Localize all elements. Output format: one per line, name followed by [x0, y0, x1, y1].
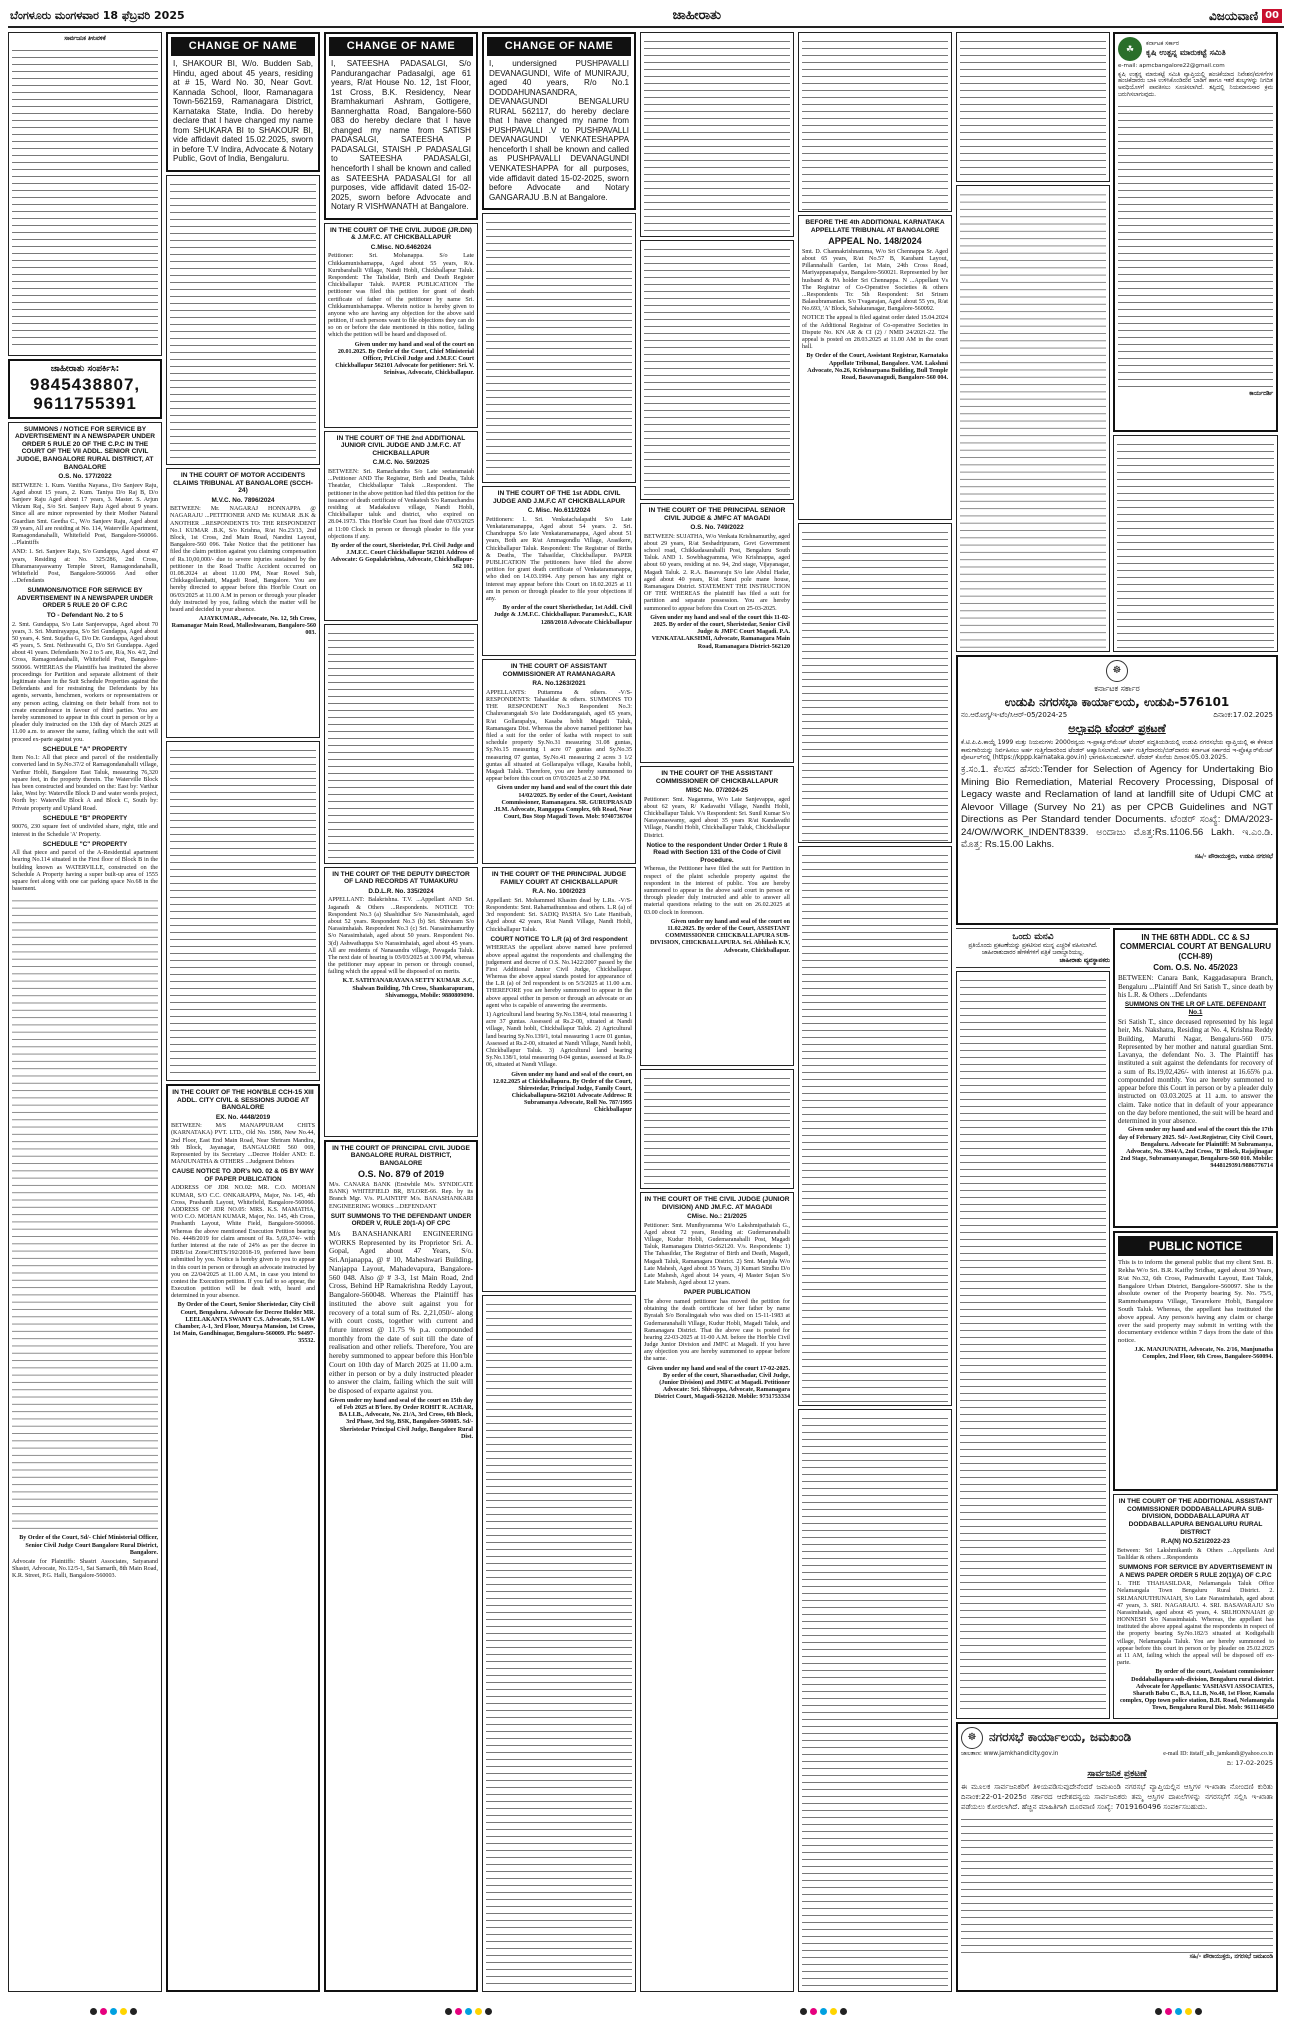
court-notice	[482, 486, 636, 656]
ad-body: Petitioner: Smt. Munibyramma W/o Lakshmipathaiah G., Aged about 72 years, Residing at: Gudemaranahalli Village, Kudur Hobli, Gudemaranahalli Post, Magadi Taluk, Ramanagara District-562120. V/s. Respondents: 1) The Tahasildar, The Registrar of Birth and Death, Magadi, Magadi Taluk, Ramanagara District. 2) Smt. Manjula W/o Late Mahesh, Aged about 35 Years, 3) Kumari Sindhu D/o Late Mahesh, Aged about 14 years, 4) Master Sujan S/o Late Mahesh, Aged about 12 years.	[644, 1222, 790, 1287]
ad-body: M/s. CANARA BANK (Erstwhile M/s. SYNDICATE BANK) WHITEFIELD BR, B'LORE-66. Rep. by its Branch Mgr. V/s. PLAINTIFF M/s. BANASHANKARI ENGINEERING WORKS ...DEFENDANT	[329, 1182, 473, 1210]
text-block	[1118, 101, 1273, 391]
ad-title: IN THE COURT OF THE DEPUTY DIRECTOR OF LAND RECORDS AT TUMAKURU	[332, 870, 470, 886]
registration-dot	[110, 2008, 117, 2015]
case-number: R.A(N) NO.521/2022-23	[1161, 1538, 1230, 1546]
ad-body: The above named petitioner has moved the petition for obtaining the death certificate of her father by name Byraiah S/o Boralingaiah who was died on 15-11-1983 at Gudemaranahalli Village, Kudur Hobli, Magadi Taluk, and Ramanagara District. That the above case is posted for hearing 22-03-2025 at 11-00 A.M. before the Hon'ble Civil Judge Junior Division and JMFC at Magadi. If you have any objection you are hereby summoned to appear before the same.	[644, 1298, 790, 1363]
municipal-title: ನಗರಸಭೆ ಕಾರ್ಯಾಲಯ, ಜಮಖಂಡಿ	[989, 1730, 1132, 1745]
family-court-notice	[482, 867, 636, 1292]
right-upper-row	[956, 32, 1278, 652]
ad-subtitle: SUMMONS/NOTICE FOR SERVICE BY ADVERTISEMENT IN A NEWSPAPER UNDER ORDER 5 RULE 20 OF C.P.C	[17, 587, 153, 610]
case-number: D.D.L.R. No. 335/2024	[368, 887, 434, 895]
ad-title: IN THE COURT OF PRINCIPAL CIVIL JUDGE BANGALORE RURAL DISTRICT, BANGALORE	[332, 1144, 470, 1167]
registration-dot	[475, 2008, 482, 2015]
ad-signature: By Order of the Court, Assistant Registrar, Karnataka Appellate Tribunal, Bangalore. V.M. Lakshmi Advocate, No.26, Krishnarpana Building, Bull Temple Road, Basavanagudi, Bangalore-560 004.	[806, 353, 948, 381]
ad-title: BEFORE THE 4th ADDITIONAL KARNATAKA APPELLATE TRIBUNAL AT BANGALORE	[805, 219, 945, 234]
kannada-court-notice	[324, 624, 478, 864]
apmc-subtitle: ಕರ್ನಾಟಕ ಸರ್ಕಾರ	[1146, 40, 1179, 47]
column-3	[324, 32, 478, 1992]
kannada-court-notice	[640, 240, 794, 500]
column-2	[166, 32, 320, 1992]
kannada-court-notice	[640, 32, 794, 237]
masthead-brand	[1209, 9, 1282, 23]
banner-signature: ಜಾಹೀರಾತು ವ್ಯವಸ್ಥಾಪಕರು	[1059, 956, 1110, 964]
kannada-court-notice	[798, 846, 952, 1406]
court-notice	[640, 1192, 794, 1992]
ad-body: BETWEEN: 1. Kum. Vanitha Nayana., D/o Sanjeev Raju, Aged about 15 years, 2. Kum. Taniya D/o Raj B, D/o Sanjeev Raju Aged about 17 years, 3. Master. S. Arjun Vikram Raj., S/o Sri. Sanjeev Raju Aged about 9 years. Since all are minor represented by their Mother Natural Guardian Smt. Geetha C., W/o Sanjeev Raju, Aged about 39 years, All are residing at No. 114, Waterville Apartment, Ramagondanahalli, Whitefield Post, Bangalore-560066. ...Plaintiffs	[12, 482, 158, 547]
text-block	[12, 45, 158, 345]
change-of-name-ad	[324, 32, 478, 220]
ad-body: Smt. D. Channakrishnamma, W/o Sri Chennappa Sr. Aged about 65 years, R/at No.57 B, Karabani Layout, Pillannahalli Garden, 1st Main, 24th Cross Road, Mariyappanapalya, Bangalore-560021. Represented by her husband & PA holder Sri Chennappa. N ...Appellant Vs The Registrar of Co-Operative Societies & others ...Respondents To: 5th Respondent: Sri Sriram Balasubramanian. S/o Tvagarajan, Aged about 55 yrs, R/at No.693, 'A' Block, Sahakaranagar, Bangalore-560092.	[802, 248, 948, 313]
ad-title: IN THE COURT OF THE ADDITIONAL ASSISTANT COMMISSIONER DODDABALLAPURA SUB-DIVISION, DODDABALLAPURA AT DODDABALLAPURA BENGALURU RURAL DISTRICT	[1118, 1498, 1273, 1536]
summons-notice	[8, 422, 162, 1992]
text-block	[802, 1413, 948, 1988]
text-block	[1117, 439, 1274, 648]
ad-body: BETWEEN: Sri. Ramachandra S/o Late seetaramaiah ...Petitioner AND The Registrar, Birth and Deaths, Taluk Theatdar, Chickballapur Taluk ...Respondent. The petitioner in the above petition had filed this petition for the issuance of death certificate of Venkatesh S/o Ramachandra residing at Madakaluvu village, Nandi Hobli, Chickballapur taluk and district, who expired on 28.04.1973. This Hon'ble Court has fixed date 07/03/2025 at 11:00 Clock in person or through pleader to file your objections if any.	[328, 469, 474, 540]
ad-signature: Given under my hand and seal of the court 17-02-2025. By order of the court, Sharasthadar, Civil Judge, (Junior Division) and JMFC at Magadi. Petitioner Advocate: Sri. Shivappa, Advocate, Ramanagara District Court, Magadi-562120. Mobile: 9731753334	[647, 1365, 790, 1401]
kannada-court-notice	[798, 523, 952, 843]
kannada-court-notice	[798, 1409, 952, 1992]
ad-body: AND: 1. Sri. Sanjeev Raju, S/o Gundappa, Aged about 47 years, Residing at: No. 325/286, 2nd Cross, Dharamarayaswamy Temple Street, Ramagondanahalli, Whitefield Post, Bangalore-560066 And other ...Defendants	[12, 549, 158, 585]
registration-dots-center-right	[800, 2008, 847, 2015]
registration-dot	[840, 2008, 847, 2015]
ad-title: IN THE COURT OF THE CIVIL JUDGE (JUNIOR DIVISION) AND JM.F.C. AT MAGADI	[644, 1196, 790, 1211]
ad-signature: By Order of the Court, Senior Sheristedar, City Civil Court, Bengaluru. Advocate for Decree Holder MR. LEELAKANTA SWAMY C.S. Advocate, SS LAW Chamber, A-1, 3rd Floor, Mourya Mansion, 1st Cross, 1st Main, Gandhinagar, Bengaluru-560009. Ph: 94497-35532.	[173, 1302, 315, 1345]
kannada-court-notice	[166, 175, 320, 465]
registration-dot	[120, 2008, 127, 2015]
ad-subtitle: Notice to the respondent Under Order 1 Rule 8 Read with Section 131 of the Code of Civil Procedure.	[646, 841, 788, 864]
ad-signature: By order of the court Sheristhedar, 1st Addl. Civil Judge & J.M.F.C. Chickballapur. Paramesh.C., KAR 1288/2018 Advocate Chickballapur	[493, 605, 632, 626]
court-notice	[482, 659, 636, 864]
tender-meta	[961, 711, 1273, 719]
case-number: EX. No. 4448/2019	[215, 1113, 271, 1121]
text-block	[328, 628, 474, 862]
ad-title: IN THE COURT OF THE 1st ADDL CIVIL JUDGE AND J.M.F.C AT CHICKBALLAPUR	[493, 490, 625, 505]
ad-body: Appellant: Sri. Mohammed Khasim dead by L.Rs. -V/S- Respondents: Smt. Rahamathunnissa and others. L.R (a) of 3rd respondent: Sri. SADIQ PASHA S/o Late Hanifsab, Aged about 42 years, R/at Nandi Village, Nandi Hobli, Chickballapur Taluk.	[486, 897, 632, 933]
tender-govt-label: ಕರ್ನಾಟಕ ಸರ್ಕಾರ	[1094, 683, 1140, 693]
ad-subtitle: CAUSE NOTICE TO JDR's NO. 02 & 05 BY WAY OF PAPER PUBLICATION	[171, 1168, 315, 1183]
ad-subtitle: COURT NOTICE TO L.R (a) of 3rd respondent	[490, 935, 628, 943]
ad-body: ADDRESS OF JDR NO.02: MR. C.O. MOHAN KUMAR, S/O C.C. ONKARAPPA, Major, No. 145, 4th Cross, Prashanth Layout, Whitefield, Bangalore-560066. ADDRESS OF JDR NO.05: MRS. K.S. MAMATHA, W/O C.O. MOHAN KUMAR, Major, No. 145, 4th Cross, Prashanth Layout, White Field, Bangalore-560066. Whereas the above mentioned Execution Petition bearing No. 4448/2019 for claim amount of Rs. 5,69,374/- with further interest at the rate of 24% as per the decree in DRB/1st Zone/CHITS/192/2018-19, preferred have been submitted by you. Notice is hereby given to you to appear in this court in person or through an advocate instructed by you on 22/04/2025 at 11.00 A.M., in case you intend to contest the Execution petition. If you fail to so appear, the Execution petition will be dealt with, heard and determined in your absence.	[171, 1185, 315, 1300]
schedule-body: 1) Agricultural land bearing Sy.No.138/4, total measuring 1 acre 37 guntas. Assessed at Rs.2-00, situated at Nandi village, Nandi hobli, Chickballapur Taluk. 2) Agricultural land bearing Sy.No.139/1, total measuring 1 acre 01 guntas, Assessed at Rs.2-00, situated at Nandi Village, Nandi hobli, Chickballapur Taluk. 3) Agricultural land bearing Sy.No.138/1, total measuring 0-04 guntas, assessed at Rs.0-06, situated at Nandi Village.	[486, 1012, 632, 1069]
apmc-title: ಕೃಷಿ ಉತ್ಪನ್ನ ಮಾರುಕಟ್ಟೆ ಸಮಿತಿ	[1146, 47, 1226, 57]
request-banner	[956, 928, 1110, 967]
apmc-email: e-mail: apmcbangalore22@gmail.com	[1118, 63, 1225, 69]
ad-body: I, SHAKOUR BI, W/o. Budden Sab, Hindu, aged about 45 years, residing at # 15, Ward No. 30, Near Govt. Kannada School, Iloor, Ramanagara Town-562159, Ramanagara District, Karnataka State, India. Do hereby declare that I have changed my name from SHUKARA BI to SHAKOUR BI, vide affidavit dated 15.02.2025, sworn in before T.V Indira, Advocate & Notary Public, Govt of India, Bengaluru.	[173, 58, 313, 164]
ad-title: CHANGE OF NAME	[487, 37, 631, 56]
court-notice	[324, 867, 478, 1137]
registration-dot	[1195, 2008, 1202, 2015]
kannada-court-notice	[1113, 435, 1278, 652]
kannada-court-notice	[166, 741, 320, 1081]
registration-dot	[485, 2008, 492, 2015]
kannada-court-notice	[482, 213, 636, 483]
schedule-body: All that piece and parcel of the A-Residential apartment bearing No.114 situated in the First floor of Block B in the building known as WATERVILLE, constructed on the Schedule A Property having a super built-up area of 1555 square feet along with one car parking space No.68 in the basement.	[12, 850, 158, 893]
public-notice	[1113, 1231, 1278, 1491]
tender-reference: ನಂ.ಆರೋಗ್ಯ/ಇ-ಟೆಂ/ಸಿಆರ್-05/2024-25	[961, 711, 1068, 720]
ad-body: I, SATEESHA PADASALGI, S/o Pandurangachar Padasalgi, age 61 years, R/at House No. 12, 1st Floor, 1st Cross, B.K. Residency, Near Bramhakumari Ashram, Gottigere, Bannerghatta Road, Bangalore-560 083 do hereby declare that I have changed my name from SATISH PADASALGI, SATEESHA P PADASALGI, STAISH .P PADASALGI to SATEESHA PADASALGI, henceforth I shall be known and called as SATEESHA PADASALGI for all purposes, vide affidavit dated 15-02-2025, sworn before Advocate and Notary R VISHWANATH at Bangalore.	[331, 58, 471, 212]
ad-title: IN THE COURT OF MOTOR ACCIDENTS CLAIMS TRIBUNAL AT BANGALORE (SCCH-24)	[173, 471, 313, 495]
jamkhandi-municipal-notice	[956, 1722, 1278, 1992]
ad-signature: Given under my hand and seal of the court on 11.02.2025. By order of the Court, ASSISTANT COMMISSIONER CHICKBALLAPURA SUB-DIVISION, CHICKBALLAPURA. Sri. Abhilash K.V, Advocate, Chickballapur.	[650, 918, 790, 954]
case-number: O.S. No. 177/2022	[58, 473, 112, 481]
ad-signature: Given under my hand and seal of the court this 11-02-2025. By order of the court, Sheristedar, Senior Civil Judge & JMFC Court Magadi. P.A. VENKATALAKSHMI, Advocate, Ramanagara Main Road, Ramanagara District-562120	[650, 614, 790, 650]
case-number: Com. O.S. No. 45/2023	[1153, 962, 1238, 972]
text-block	[644, 36, 790, 235]
print-registration-marks	[0, 2008, 1292, 2015]
ad-title: IN THE COURT OF THE PRINCIPAL JUDGE FAMILY COURT AT CHICKBALLAPUR	[491, 871, 627, 886]
column-4	[482, 32, 636, 1992]
right-subcol-c	[956, 928, 1110, 1718]
banner-text: ಪ್ರತಿಯೊಂದು ಪ್ರಕಟಣೆಯನ್ನು ಪ್ರಕಟಿಸುವ ಮುನ್ನ ಎಚ್ಚರಿಕೆ ವಹಿಸಲಾಗಿದೆ. ಜಾಹೀರಾತುದಾರರ ಹೇಳಿಕೆಗಳಿಗೆ ಪತ್ರಿಕೆ ಜವಾಬ್ದಾರಿಯಲ್ಲ.	[968, 942, 1098, 956]
municipal-subtitle: ಸಾರ್ವಜನಿಕ ಪ್ರಕಟಣೆ	[1087, 1769, 1147, 1780]
change-of-name-ad	[166, 32, 320, 172]
kannada-court-notice	[482, 1295, 636, 1992]
registration-dot	[445, 2008, 452, 2015]
text-block	[486, 1299, 632, 1988]
registration-dot	[1185, 2008, 1192, 2015]
ad-signature: K.T. SATHYANARAYANA SETTY KUMAR .S.C, Shalwan Building, 7th Cross, Shankarapuram, Shivamogga, Mobile: 9880809090.	[342, 978, 474, 999]
ad-body: BETWEEN: SUJATHA, W/o Venkata Krishnamurthy, aged about 29 years, R/at Seshadripuram, Govt Government school road, Chikkadasarahalli Post, Bengaluru South Taluk. AND 1. Sowbhagyamma, W/o Krishnappa, aged about 60 years, residing at no. 94, 2nd stage, Vijayanagar, Magadi Taluk. 2. R.A. Basavaraju S/o late Abdul Hadar, aged about 40 years, R/at Surat pole mane house, Ramanagara District. STATEMENT THE INSTRUCTION OF THE WHEREAS the plaintiff has filed a suit for partition and separate possession. You are hereby summoned to appear before this Court on 25-03-2025.	[644, 533, 790, 612]
registration-dots-right	[1155, 2008, 1202, 2015]
ad-body: 1. THE THAHASILDAR, Nelamangala Taluk Office Nelamangala Town Bengaluru Rural District. 2. SRI.MANJUTHUNAIAH, S/o Late Narasimhaiah, aged about 47 years, 3. SRI. NAGARAJU. 4. SRI. BASAVARAJU S/o Narasimhaiah, aged about 45 years, 4. SRI.HONNAIAH @ HONNESH S/o Narasimhaiah. Whereas, the appellant has instituted the above appeal against the respondents in respect of the property bearing Sy.No.182/3 situated at Kodigehalli village, Nelamangala Taluk. You are hereby summoned to appear before this court in person or by pleader on 25.02.2025 at 11 AM, failing which the appeal will be disposed off ex-parte.	[1117, 1581, 1274, 1667]
text-block	[961, 1814, 1273, 1954]
tender-title: ಅಲ್ಪಾವಧಿ ಟೆಂಡರ್ ಪ್ರಕಟಣೆ	[1068, 721, 1166, 735]
schedule-title: SCHEDULE "B" PROPERTY	[42, 814, 128, 822]
right-subcol-b	[1113, 32, 1278, 652]
tender-signature: ಸಹಿ/- ಪೌರಾಯುಕ್ತರು, ಉಡುಪಿ ನಗರಸಭೆ	[1194, 853, 1273, 860]
karnataka-emblem-icon: ☸	[1106, 660, 1128, 682]
ad-signature: Given under my hand and seal of the court this the 17th day of February 2025. Sd/- Asst.Registrar, City Civil Court, Bengaluru. Advocate for Plaintiff: M Subramanya, Advocate, No. 3944/A, 2nd Cross, 'B' Block, Rajajinagar 2nd Stage, Subramanyanagar, Bengaluru-560 010. Mobile: 9448129391/9886776714	[1118, 1127, 1273, 1170]
text-block	[960, 189, 1106, 648]
ad-title: CHANGE OF NAME	[329, 37, 473, 56]
ad-signature: J.K. MANJUNATH, Advocate, No. 2/16, Manjunatha Complex, 2nd Floor, 6th Cross, Bangalore-560094.	[1134, 1346, 1273, 1361]
kannada-public-notice	[8, 32, 162, 356]
ad-title: IN THE COURT OF THE CIVIL JUDGE (JR.DN) & J.M.F.C. AT CHICKBALLAPUR	[329, 226, 473, 242]
registration-dot	[810, 2008, 817, 2015]
udupi-tender-notice	[956, 655, 1278, 925]
kannada-court-notice	[956, 971, 1110, 1719]
column-1	[8, 32, 162, 1992]
ad-title: CHANGE OF NAME	[171, 37, 315, 56]
ad-title: IN THE COURT OF THE ASSISTANT COMMISSIONER OF CHICKBALLAPUR	[655, 770, 779, 785]
advocate-address: Advocate for Plaintiffs: Shastri Associates, Satyanand Shastri, Advocate, No.12/5-1, Sai Samarth, 8th Main Road, K.R. Street, P.G. Halli, Bangalore-560003.	[12, 1558, 158, 1580]
text-block	[802, 527, 948, 841]
case-number: O.S. No. 879 of 2019	[357, 1169, 445, 1180]
registration-dot	[1175, 2008, 1182, 2015]
apmc-body: ಕೃಷಿ ಉತ್ಪನ್ನ ಮಾರುಕಟ್ಟೆ ಸಮಿತಿ ವ್ಯಾಪ್ತಿಯಲ್ಲಿ ಹಂಚಿಕೆಯಾದ ನಿವೇಶನ/ಮಳಿಗೆಗಳ ಹಂಚಿಕೆದಾರರು ಬಾಕಿ ಉಳಿಸಿಕೊಂಡಿರುವ ಬಾಡಿಗೆ ಹಾಗೂ ಇತರೆ ಶುಲ್ಕಗಳನ್ನು ನಿಗದಿತ ಅವಧಿಯೊಳಗೆ ಪಾವತಿಸಲು ಸೂಚಿಸಲಾಗಿದೆ. ತಪ್ಪಿದಲ್ಲಿ ನಿಯಮಾನುಸಾರ ಕ್ರಮ ಜರುಗಿಸಲಾಗುವುದು.	[1118, 71, 1273, 99]
ad-signature: By order of the court, Sheristedar, Prl. Civil Judge and J.M.F.C. Court Chickballapur 562101 Address of Advocate: G Gopalakrishna, Advocate, Chickballapur-562 101.	[331, 542, 474, 571]
column-7	[956, 32, 1278, 1992]
column-5	[640, 32, 794, 1992]
ad-body: I, undersigned PUSHPAVALLI DEVANAGUNDI, Wife of MUNIRAJU, aged 40 years, R/o No.1 DODDAHUNASANDRA, DEVANAGUNDI BENGALURU RURAL 562117, do hereby declare that I have changed my name from PUSHPAVALLI .V to PUSHPAVALLI DEVANAGUNDI VENKATESHAPPA henceforth I shall be known and called as PUSHPAVALLI DEVANAGUNDI VENKATESHAPPA for all purposes, vide affidavit dated 15-02-2025, sworn before Advocate and Notary GANGARAJU .B.N at Bangalore.	[489, 58, 629, 202]
execution-notice	[166, 1084, 320, 1992]
tender-body-english: ಕ್ರ.ಸಂ.1. ಕೆಲಸದ ಹೆಸರು:Tender for Selection of Agency for Undertaking Bio Mining Bio Remediation, Material Recovery Processing, Disposal of Legacy waste and Reclamation of land at landfill site of Udupi CMC at Alevoor Village (Survey No 21) as per CPCB Guidelines and NGT Directions as Per Standard tender Documents. ಟೆಂಡರ್ ಸಂಖ್ಯೆ: DMA/2023-24/OW/WORK_INDENT8339. ಅಂದಾಜು ಮೊತ್ತ:Rs.1106.56 Lakh. ಇ.ಎಂ.ಡಿ. ಮೊತ್ತ: Rs.15.00 Lakhs.	[961, 764, 1273, 851]
apmc-header	[1118, 37, 1273, 61]
contact-title: ಜಾಹೀರಾತು ಸಂಪರ್ಕಿಸಿ:	[50, 364, 120, 374]
classified-contact-box	[8, 359, 162, 419]
ad-signature: Given under my hand and seal of the court on 20.01.2025. By Order of the Court, Chief Ministerial Officer, Prl.Civil Judge and J.M.F.C Court Chickballapur 562101 Advocate for petitioner: Sri. V. Srinivas, Advocate, Chickballapur.	[335, 341, 474, 377]
registration-dot	[820, 2008, 827, 2015]
ad-title: IN THE 68TH ADDL. CC & SJ COMMERCIAL COURT AT BENGALURU (CCH-89)	[1120, 933, 1271, 961]
schedule-body: Item No.1: All that piece and parcel of the residentially converted land in Sy.No.37/2 of Ramagondanahalli village, Varthur Hobli, Bangalore East Taluk, measuring 76,320 square feet, in the property therein. The Waterville Block has been constructed and bounded on the: East by: Varthur lake, West by: Waterville Block D and water words project, North by: Waterville Block A and Block C, South by: Private property and Upland Road.	[12, 755, 158, 812]
court-notice	[640, 766, 794, 1066]
ad-body: Sri Satish T., since deceased represented by his legal heir, Ms. Nakshatra, Residing at No. 4, Krishna Reddy Building, Maruthi Nagar, Bengaluru-560 075. Represented by her mother and natural guardian Smt. Lavanya, the defendant No. 3. The Plaintiff has instituted a suit against the defendants for recovery of a sum of Rs.19,02,426/- with interest at 16.65% p.a. compounded monthly. You are hereby summoned to appear before this Court in person or by a pleader duly instructed on 03.03.2025 at 11 a.m. to answer the claim. Take notice that in default of your appearance on the day before mentioned, the suit will be heard and determined in your absence.	[1118, 1018, 1273, 1126]
classifieds-grid	[8, 32, 1284, 1992]
ad-body: WHEREAS the appellant above named have preferred above appeal against the respondents and challenging the judgement and decree of O.S. No.1422/2007 passed by the First Additional Junior Civil Judge, Chickballapur. Whereas the above appeal stands posted for appearance of the L.R (a) of 3rd respondent is on 5/3/2025 at 11.00 a.m. THEREFORE you are hereby summoned to appear in the above appeal either in person or through an advocate or an agent who is capable of answering the averments.	[486, 945, 632, 1009]
text-block	[802, 36, 948, 210]
text-block	[12, 895, 158, 1535]
municipal-signature: ಸಹಿ/- ಪೌರಾಯುಕ್ತರು, ನಗರಸಭೆ ಜಮಖಂಡಿ	[1189, 1954, 1273, 1961]
apmc-signature: ಕಾರ್ಯದರ್ಶಿ	[1249, 390, 1273, 397]
column-6	[798, 32, 952, 1992]
registration-dot	[800, 2008, 807, 2015]
banner-title: ಒಂದು ಮನವಿ	[1012, 932, 1054, 943]
change-of-name-ad	[482, 32, 636, 210]
ad-body: BETWEEN: Mr. NAGARAJ HONNAPPA @ NAGARAJU ...PETITIONER AND Mr. KUMAR .B.K & ANOTHER ...RESPONDENTS TO: THE RESPONDENT No.1 KUMAR .B.K, S/o Krishna, R/at No.23/13, 2nd Block, 1st Cross, 2nd Main Road, Nandini Layout, Bangalore-560 096. Take Notice that the petitioner has filed the claim petition against you claiming compensation of Rs.10,00,000/- due to severe injuries sustained by the petitioner in the Road Traffic Accident occurred on 01.08.2024 at about 11.00 PM, Near Rowel Sub, Chikkagollarahatti, Magadi Road, Bangalore. You are hereby directed to appear before this Hon'ble Court on 06/03/2025 at 11.00 A.M in person or through your pleader duly instructed by you, failing which the matter will be heard and decided in your absence.	[170, 506, 316, 613]
municipal-email: e-mail ID: itstaff_ulb_jamkandi@yahoo.co.in	[1163, 1750, 1273, 1757]
municipal-header	[961, 1727, 1273, 1749]
case-number: C.Misc. NO.6462024	[370, 243, 432, 251]
masthead	[8, 6, 1284, 28]
apmc-notice	[1113, 32, 1278, 432]
text-block	[644, 1073, 790, 1187]
right-subcol-a	[956, 32, 1110, 652]
ad-body: Petitioner: Smt. Nagamma, W/o Late Sanjevappa, aged about 62 years, R/ Kadavathi Village, Nandhi Hobli, Chickballapur Taluk. V/s Respondent: Sri. Sunil Kumar S/o Narayanaswamy, aged about 35 years R/at Kandavathi Village, Nandhi Hobli, Chickballapur Taluk, Chickballapur District.	[644, 796, 790, 839]
court-notice	[640, 503, 794, 763]
ad-body: APPELLANT: Balakrishna. T.V. ...Appellant AND Sri. Jaganath & Others ...Respondents. NOTICE TO: Respondent No.3 (a) Shashidhar S/o Narasimhaiah, aged about 52 years. Respondent No.3 (b) Sri. Shivaram S/o Narasimhaiah. Respondent No.3 (c) Sri. Narasimhamurthy S/o Narasimhaiah, aged about 50 years. Respondent No. 3(d) Ashwathappa S/o Narasimhaiah, aged about 45 years. All are residents of Nanasandra village, Pavagada Taluk. The next date of hearing is 03/03/2025 at 3.00 PM, whereas the petitioner may appear in person or through counsel, failing which the appeal will be disposed of on merits.	[328, 897, 474, 976]
text-block	[802, 850, 948, 1404]
ad-body: NOTICE The appeal is filed against order dated 15.04.2024 of the Additional Registrar of Co-operative Societies in Dispute No. KN AR & CI (2) / NMD 24/2021-22. The appeal is posted on 28.03.2025 at 11.00 AM in the court hall.	[802, 315, 948, 351]
masthead-dateline: ಬೆಂಗಳೂರು ಮಂಗಳವಾರ 18 ಫೆಬ್ರವರಿ 2025	[10, 8, 185, 22]
registration-dot	[100, 2008, 107, 2015]
municipal-body: ಈ ಮೂಲಕ ಸಾರ್ವಜನಿಕರಿಗೆ ತಿಳಿಯಪಡಿಸುವುದೇನೆಂದರೆ ಜಮಖಂಡಿ ನಗರಸಭೆ ವ್ಯಾಪ್ತಿಯಲ್ಲಿನ ಆಸ್ತಿಗಳ ಇ-ಖಾತಾ ನೋಂದಣಿ ಕುರಿತು ದಿನಾಂಕ:22-01-2025ರ ಸರ್ಕಾರದ ಆದೇಶದನ್ವಯ ಸಾರ್ವಜನಿಕರು ತಮ್ಮ ಆಸ್ತಿಗಳ ದಾಖಲೆಗಳನ್ನು ನಗರಸಭೆಗೆ ಸಲ್ಲಿಸಿ ಇ-ಖಾತಾ ಪಡೆಯಲು ಕೋರಲಾಗಿದೆ. ಹೆಚ್ಚಿನ ಮಾಹಿತಿಗಾಗಿ ದೂರವಾಣಿ ಸಂಖ್ಯೆ: 7019160496 ಸಂಪರ್ಕಿಸಬಹುದು.	[961, 1781, 1273, 1812]
schedule-title: SCHEDULE "C" PROPERTY	[42, 840, 128, 848]
tender-date: ದಿನಾಂಕ:17.02.2025	[1213, 711, 1273, 720]
ad-body: Petitioner: Sri. Mohanappa. S/o Late Chikkamunishamappa, Aged about 55 years, R/a. Kurubarahalli Village, Nandi Hobli, Chickballapur Taluk. Respondent: The Tahsildar, Birth and Death Register Chickballapur Taluk. PAPER PUBLICATION The petitioner was filed this petition for grant of death certificate of father of the petitioner by name Sri. Chikkamunishamappa. Wherein notice is hereby given to anyone who are having any objection for the above said petition, if such persons want to file objections they can do so on or before the date mentioned in this notice, failing which the petition will be heard and disposed of.	[328, 253, 474, 339]
tender-header	[961, 660, 1273, 736]
case-number: O.S. No. 749/2022	[690, 524, 744, 532]
kannada-court-notice	[640, 1069, 794, 1189]
tribunal-appeal-notice	[956, 185, 1110, 652]
text-block	[170, 179, 316, 463]
ad-body: BETWEEN: M/S MANAPPURAM CHITS (KARNATAKA) PVT. LTD., Old No. 1586, New No.44, 2nd Floor, East End Main Road, Near Shriram Mandira, 9th Block, Jayanagar, BANGALORE 560 069, Represented by its Secretary ...Decree Holder AND: E. MANJUNATHA & OTHERS ...Judgment Debtors	[171, 1123, 315, 1166]
case-number: C. Misc. No.611/2024	[527, 507, 591, 515]
ad-body: BETWEEN: Canara Bank, Kaggadasapura Branch, Bengaluru ...Plaintiff And Sri Satish T., since death by his L.R. & Others ...Defendants	[1118, 974, 1273, 999]
text-block	[644, 244, 790, 498]
case-number: RA. No.1263/2021	[532, 680, 586, 688]
ad-signature: By order of the court, Assistant commissioner Doddaballapura sub-division, Bengaluru rural district. Advocate for Appellants: YASHASVI ASSOCIATES, Sharath Babu C., B.A, LL.B, No.48, 1st Floor, Kamala complex, Opp town police station, B.H. Road, Nelamangala Town, Bengaluru Rural Dist. Mob: 9611146450	[1119, 1669, 1274, 1712]
tender-organisation: ಉಡುಪಿ ನಗರಸಭಾ ಕಾರ್ಯಾಲಯ, ಉಡುಪಿ-576101	[1004, 695, 1230, 710]
registration-dot	[455, 2008, 462, 2015]
ad-subtitle: SUMMONS ON THE LR OF LATE. DEFENDANT No.1	[1124, 1001, 1267, 1016]
ad-body: M/s BANASHANKARI ENGINEERING WORKS Represented by its Proprietor Sri. A. Gopal, Aged about 47 Years, S/o. Sri.Anjanappa, @ # 10, Maheshwari Building, Nanjappa Layout, Mahadevapura, Bangalore-560 048. Also @ # 3-3, 1st Main Road, 2nd Cross, Behind HP Ramakrishna Reddy Layout, Bangalore-560048. Whereas the Plaintiff has instituted the above suit against you for recovery of a total sum of Rs. 2,21,050/- along with court costs, together with current and future interest @ 11.75 % p.a. compounded monthly from the date of suit till the date of realisation and other reliefs. Therefore, You are hereby summoned to appear before this Hon'ble Court on 10th day of March 2025 at 11.00 a.m. either in person or by a duly instructed pleader to answer the claim, failing which the suit will be disposed of exparte against you.	[329, 1228, 473, 1396]
court-notice	[324, 431, 478, 621]
tender-body-kannada: ಕೆ.ಟಿ.ಪಿ.ಪಿ.ಕಾಯ್ದೆ 1999 ಮತ್ತು ನಿಯಮಗಳು 2000ರನ್ವಯ ಇ-ಪ್ರಾಕ್ಯೂರ್‌ಮೆಂಟ್ ಟೆಂಡರ್ ಪದ್ಧತಿಯಡಿಯಲ್ಲಿ ಉಡುಪಿ ನಗರಸಭೆಯ ವ್ಯಾಪ್ತಿಯಲ್ಲಿ ಈ ಕೆಳಕಂಡ ಕಾಮಗಾರಿಯನ್ನು ನಿರ್ವಹಿಸಲು ಅರ್ಹ ಗುತ್ತಿಗೆದಾರರಿಂದ ಟೆಂಡರ್ ಆಹ್ವಾನಿಸಲಾಗಿದೆ. ಅರ್ಹ ಗುತ್ತಿಗೆದಾರರು/ಬಿಡ್‌ದಾರರು ಕರ್ನಾಟಕ ಸರ್ಕಾರದ ಇ-ಪ್ರೊಕ್ಯೂರ್‌ಮೆಂಟ್ ಪೋರ್ಟಲ್‌ನಲ್ಲಿ (https://kppp.karnataka.gov.in) ಭಾಗವಹಿಸಬಹುದಾಗಿದೆ. ಟೆಂಡರ್ ಕೊನೆಯ ದಿನಾಂಕ:05.03.2025.	[961, 738, 1273, 762]
brand-name: ವಿಜಯವಾಣಿ	[1208, 8, 1259, 23]
ad-subtitle: SUMMONS FOR SERVICE BY ADVERTISEMENT IN A NEWS PAPER ORDER 5 RULE 20(1)(A) OF C.P.C	[1118, 1564, 1273, 1579]
ad-body: APPELLANTS: Puttamma & others. -V/S- RESPONDENTS: Tahasildar & others. SUMMONS TO THE RESPONDENT No.3 Respondent No.3: Chaluvarangaiah S/o late Doddarangaiah, aged 65 years, R/at Gollarapalya, Kasaba hobli Magadi Taluk, Ramanagara Dist. Whereas the above named petitioner has filed a suit for the order of katha with respect to suit schedule property Sy.No.31 measuring 31.08 guntas, Sy.No.15 measuring 1 acre 07 guntas and Sy.No.35 measuring 07 guntas, Sy.No.41 measuring 2 acres 3 1/2 guntas all situated at Gollarapalya village, Kasaba hobli, Magadi Taluk. Therefore, you are hereby summoned to appear before this court on 07/03/2025 at 2.30 PM.	[486, 689, 632, 783]
ad-title: IN THE COURT OF THE PRINCIPAL SENIOR CIVIL JUDGE & JMFC AT MAGADI	[648, 507, 786, 522]
case-number: C.M.C. No. 59/2025	[372, 459, 430, 467]
ad-subtitle: SUIT SUMMONS TO THE DEFENDANT UNDER ORDER V, RULE 20(1-A) OF CPC	[330, 1212, 472, 1228]
ad-title: IN THE COURT OF THE HON'BLE CCH-15 XIII ADDL. CITY CIVIL & SESSIONS JUDGE AT BANGALORE	[172, 1088, 314, 1112]
kannada-public-notice	[798, 32, 952, 212]
registration-dot	[90, 2008, 97, 2015]
ad-signature: Given under my hand and seal of the court this date 14/02/2025. By order of the Court, Assistant Commissioner, Ramanagara. SR. GURUPRASAD .H.M. Advocate, Rangappa Complex, 6th Road, Near Court, Bus Stop Magadi Town. Mob: 9740736704	[493, 785, 632, 821]
commercial-court-summons	[1113, 928, 1278, 1228]
contact-phone-1: 9845438807,	[29, 374, 141, 394]
schedule-title: SCHEDULE "A" PROPERTY	[42, 745, 128, 753]
ad-title: PUBLIC NOTICE	[1118, 1236, 1273, 1256]
suit-summons	[324, 1140, 478, 1992]
ad-signature: AJAYKUMAR., Advocate, No. 12, 5th Cross, Ramanagar Main Road, Malleshwaram, Bangalore-560 003.	[171, 616, 316, 637]
ad-body: Between: Sri Lakshmikanth & Others ...Appellants And Taslildar & others ...Respondents	[1117, 1547, 1274, 1561]
case-number: CMisc. No.: 21/2025	[687, 1213, 747, 1221]
ad-signature: Given under my hand and seal of the court, on 12.02.2025 at Chickballapura. By Order of the Court, Shirestedar, Principal Judge, Family Court, Chickaballapura-562101 Advocate Address: R Subramanya Advocate, Roll No. 787/1995 Chickballapur	[492, 1071, 632, 1114]
ad-title: IN THE COURT OF THE 2nd ADDITIONAL JUNIOR CIVIL JUDGE AND J.M.F.C. AT CHICKBALLAPUR	[336, 434, 466, 457]
assistant-commissioner-summons	[1113, 1494, 1278, 1718]
text-block	[960, 975, 1106, 1715]
ad-body: This is to inform the general public that my client Smt. B. Rekha W/o Sri. B.R. Kaifhy Sridhar, aged about 39 Years, R/at No.32, 6th Cross, Padmavathi Layout, East Taluk, Bangalore Urban District, Bangalore-560097. She is the absolute owner of the Property bearing Sy. No. 75/5, Rammohanapura Village, Tavarekere Hobli, Bangalore South Taluk. Whereas, the appellant has instituted the above appeal. Any person/s having any claim or charge over the said property may submit in writing with the documentary evidence within 7 days from the date of this notice.	[1118, 1259, 1273, 1345]
ad-title: IN THE COURT OF ASSISTANT COMMISSIONER AT RAMANAGARA	[502, 663, 616, 678]
court-notice	[324, 223, 478, 428]
registration-dots-center-left	[445, 2008, 492, 2015]
masthead-section: ಜಾಹೀರಾತು	[672, 8, 722, 24]
ad-body: Petitioners: 1. Sri. Venkatachalapathi S/o Late Venkataramanappa, Aged about 54 years. 2. Sri. Chandrappa S/o late Venkataramanappa, Aged about 51 years, Both are R/at Ammagondlu Village, Arasikere, Chickballapur Taluk. Respondent: The Registrar of Births & Deaths, The Tahasildar, Chickballapur. PAPER PUBLICATION The petitioners have filed the above petition for grant death certificate of Venkataramanappa, who died on 14.03.1994. Any person has any right or interest may appear before this Court on 18.02.2025 at 11 am in person or through pleader to file your objections if any.	[486, 516, 632, 602]
registration-dots-left	[90, 2008, 137, 2015]
appellate-tribunal-notice	[798, 215, 952, 520]
right-subcol-d	[1113, 928, 1278, 1718]
ad-title: SUMMONS / NOTICE FOR SERVICE BY ADVERTISEMENT IN A NEWSPAPER UNDER ORDER 5 RULE 20 OF THE C.P.C IN THE COURT OF THE VII ADDL. SENIOR CIVIL JUDGE, BANGALORE RURAL DISTRICT, AT BANGALORE	[14, 425, 156, 471]
text-block	[170, 745, 316, 1079]
registration-dot	[830, 2008, 837, 2015]
ad-subtitle: PAPER PUBLICATION	[683, 1289, 751, 1297]
right-lower-row	[956, 928, 1278, 1718]
ad-body: Whereas, the Petitioner have filed the suit for Partition in respect of the plaint schedule property against the respondent in the interest of public. You are hereby summoned to appear in the above said court in person or through pleader duly instructed and able to answer all material questions relating to the suit on 26.02.2025 at 03.00 clock in forenoon.	[644, 866, 790, 916]
municipal-emblem-icon: ☸	[961, 1727, 983, 1749]
apmc-logo-icon: ☘	[1118, 37, 1142, 61]
municipal-contact	[961, 1751, 1273, 1758]
case-number: APPEAL No. 148/2024	[828, 236, 922, 247]
case-number: M.V.C. No. 7896/2024	[211, 496, 275, 504]
ad-body: 2. Smt. Gundappa, S/o Late Sanjeevappa, Aged about 70 years, 3. Sri. Munirayappa, S/o Sri Gundappa, Aged about 50 years, 4. Smt. Sujatha G, D/o Dr. Gundappa, Aged about 45 years, 5. Smt. Nethravathi G, D/o Sri Gundappa. Aged about 41 years. Defendants No 2 to 5 are, R/a, No. 4/2, 2nd Cross, Ramagondanahalli, Whitefield Post, Bangalore-560066. WHEREAS the Plaintiffs has instituted the above proceedings for Partition and separate allotment of their legitimate share in the Suit Schedule Properties against the Defendants and for restraining the Defendants by his agents, servants, henchmen, workers or representatives or any person acting, claiming on their behalf from not to create encumbrance in favour of third parties. You are hereby summoned to appear in this court in person or by a pleader duly instructed on the 13th day of March 2025 at 11.00 a.m. to answer the same, failing which the suit will proceed ex-parte against you.	[12, 621, 158, 743]
registration-dot	[1155, 2008, 1162, 2015]
case-number: MISC No. 07/2024-25	[685, 787, 749, 795]
page-number-badge: 00	[1262, 9, 1282, 23]
ad-subtitle: TO - Defendant No. 2 to 5	[46, 611, 124, 619]
schedule-body: 90076, 230 square feet of undivided share, right, title and interest in the Schedule 'A' Property.	[12, 824, 158, 838]
court-notice	[166, 468, 320, 738]
registration-dot	[465, 2008, 472, 2015]
kannada-court-notice	[956, 32, 1110, 182]
contact-phone-2: 9611755391	[33, 394, 137, 414]
case-number: R.A. No. 100/2023	[532, 888, 586, 896]
text-block	[960, 36, 1106, 180]
registration-dot	[130, 2008, 137, 2015]
text-block	[486, 217, 632, 481]
ad-signature: Given under my hand and seal of the court on 15th day of Feb 2025 at B'lore. By Order ROHIT R. ACHAR, BA LLB., Advocate, No. 21/A, 3rd Cross, 6th Block, 3rd Phase, 3rd Stg, BSK, Bangalore-560085. Sd/- Sheristedar Principal Civil Judge, Bangalore Rural Dist.	[329, 1397, 473, 1440]
ad-title: ಸಾರ್ವಜನಿಕ ತಿಳುವಳಿಕೆ	[64, 36, 106, 42]
municipal-website: ಜಾಲತಾಣ: www.jamkhandicity.gov.in	[961, 1750, 1059, 1757]
registration-dot	[1165, 2008, 1172, 2015]
municipal-date: ದಿ: 17-02-2025	[1226, 1758, 1273, 1767]
court-order: By Order of the Court, Sd/- Chief Ministerial Officer, Senior Civil Judge Court Bangalore Rural District, Bangalore.	[19, 1535, 158, 1556]
